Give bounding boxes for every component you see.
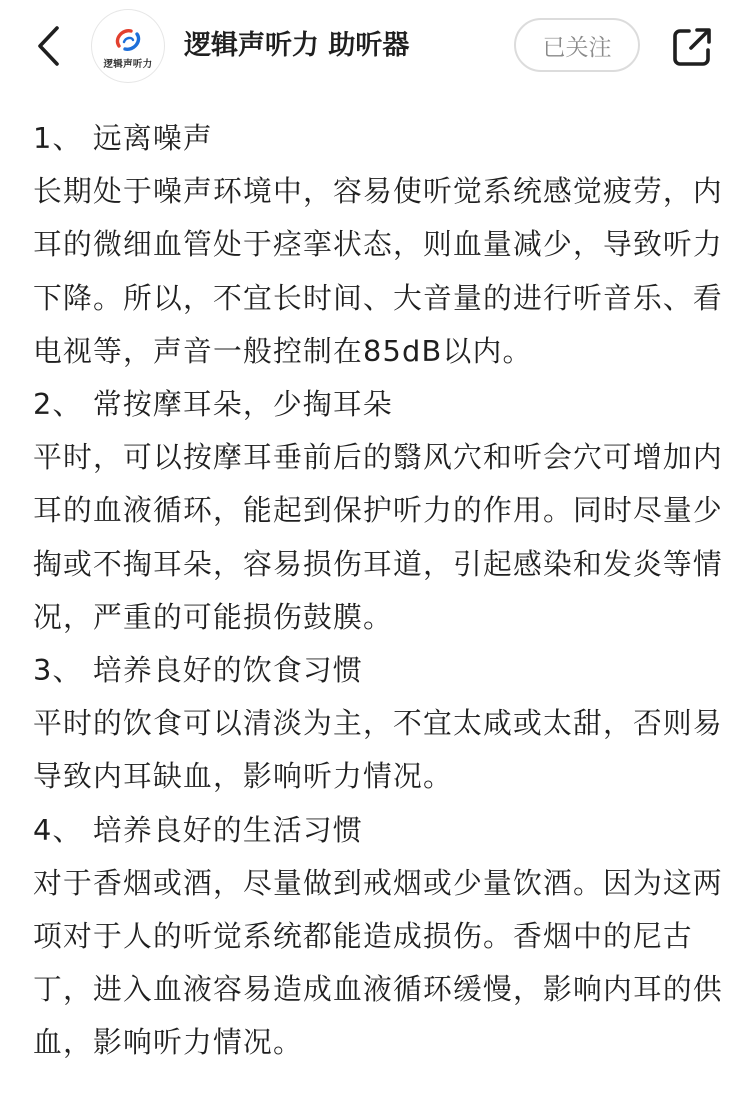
brand-logo-icon (112, 26, 144, 54)
section-heading: 2、 常按摩耳朵，少掏耳朵 (33, 387, 393, 422)
account-name[interactable]: 逻辑声听力 助听器 (184, 30, 410, 61)
top-bar (0, 0, 750, 96)
paragraph: 平时，可以按摩耳垂前后的翳风穴和听会穴可增加内耳的血液循环，能起到保护听力的作用。同时尽量少掏或不掏耳朵，容易损伤耳道，引起感染和发炎等情况，严重的可能损伤鼓膜。 (33, 440, 723, 634)
paragraph: 对于香烟或酒，尽量做到戒烟或少量饮酒。因为这两项对于人的听觉系统都能造成损伤。香烟中的尼古丁，进入血液容易造成血液循环缓慢，影响内耳的供血，影响听力情况。 (33, 865, 723, 1060)
section-heading: 1、 远离噪声 (33, 121, 213, 155)
share-external-icon (671, 26, 713, 68)
section-heading: 4、 培养良好的生活习惯 (33, 812, 363, 847)
paragraph: 平时的饮食可以清淡为主，不宜太咸或太甜，否则易导致内耳缺血，影响听力情况。 (33, 706, 723, 794)
chevron-left-icon (35, 25, 61, 67)
avatar-brand-text: 逻辑声听力 (103, 59, 153, 70)
follow-button[interactable]: 已关注 (514, 18, 640, 72)
section-heading: 3、 培养良好的饮食习惯 (33, 653, 363, 688)
avatar[interactable] (92, 10, 164, 82)
share-button[interactable] (668, 24, 716, 70)
paragraph: 长期处于噪声环境中，容易使听觉系统感觉疲劳，内耳的微细血管处于痉挛状态，则血量减少，导致听力下降。所以，不宜长时间、大音量的进行听音乐、看电视等，声音一般控制在85dB以内。 (33, 174, 723, 368)
article-body (33, 112, 723, 1070)
back-button[interactable] (26, 22, 70, 70)
